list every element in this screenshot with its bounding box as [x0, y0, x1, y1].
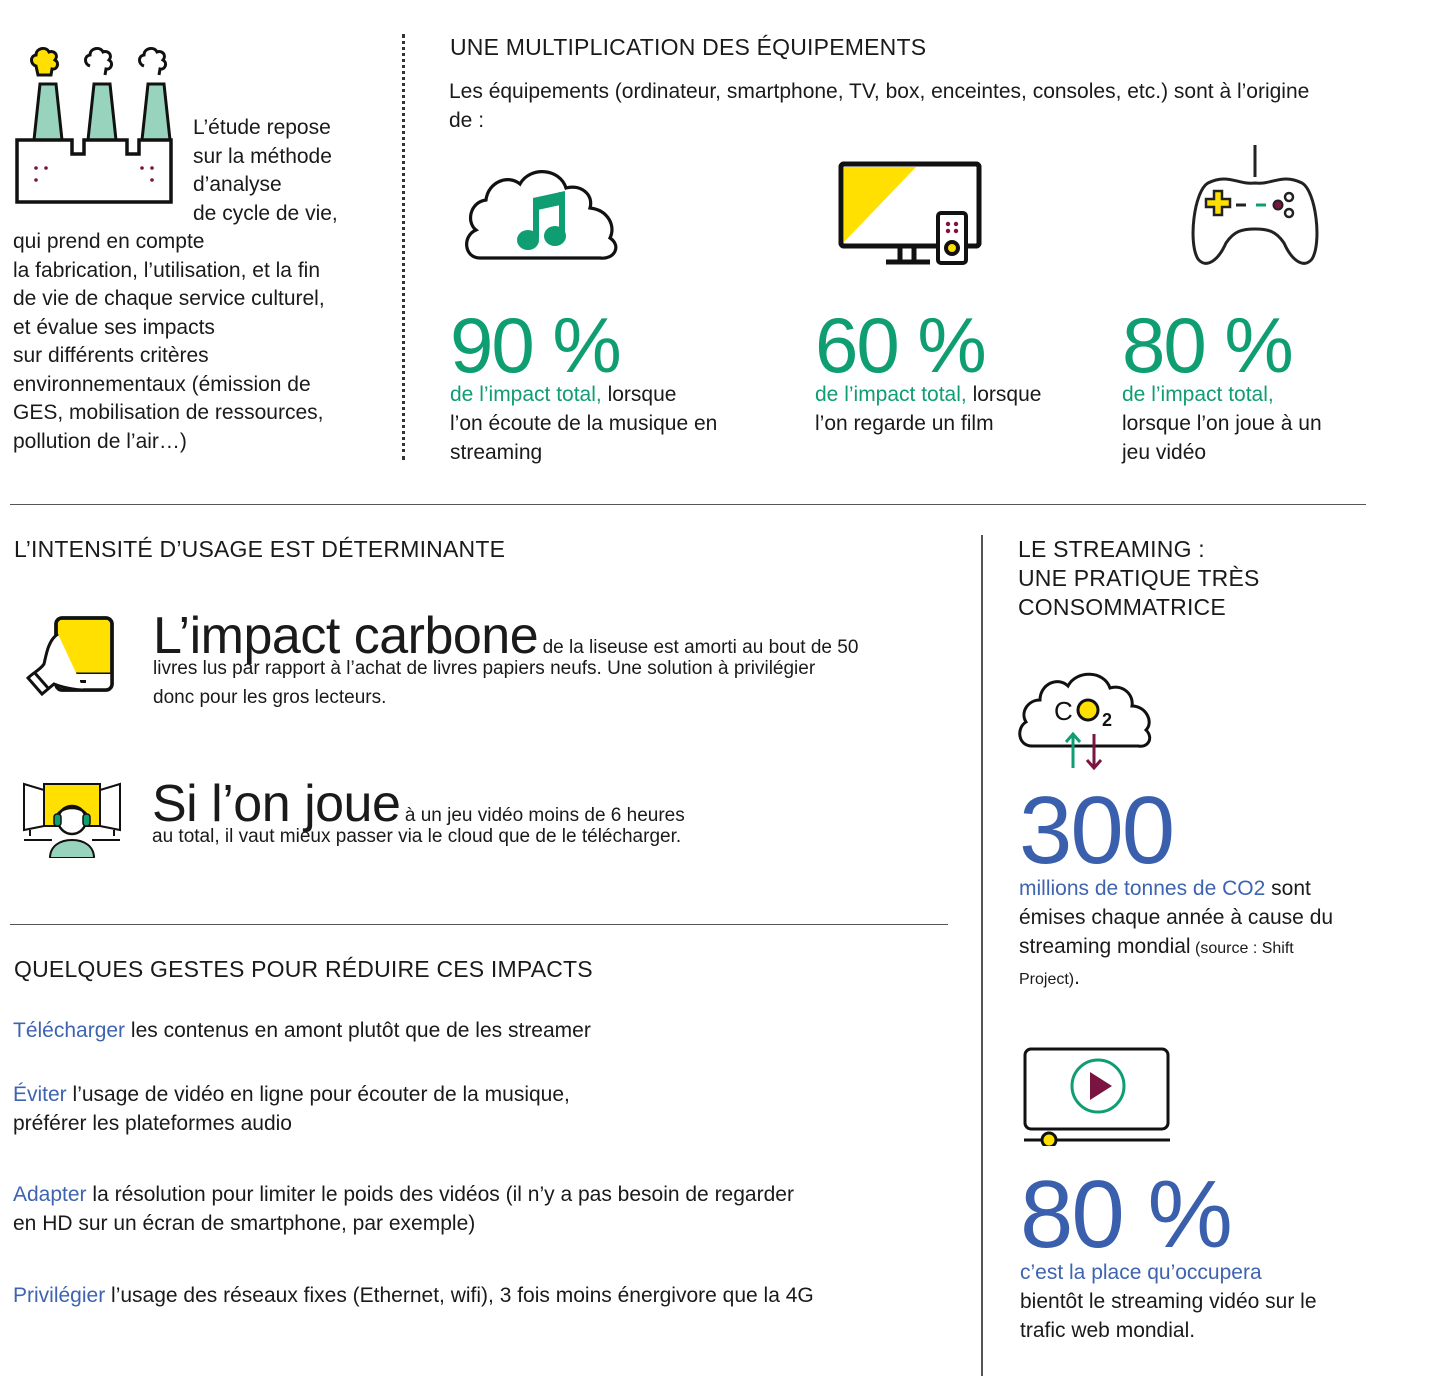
intensite-item-jeu	[152, 775, 932, 851]
item-text: au total, il vaut mieux passer via le cloud que de le télécharger.	[152, 826, 682, 847]
geste-item	[13, 1180, 933, 1238]
stat-highlight: de l’impact total,	[450, 383, 602, 406]
section-title-intensite: L’INTENSITÉ D’USAGE EST DÉTERMINANTE	[14, 536, 506, 562]
stat-value: 60 %	[815, 301, 985, 389]
title-line: CONSOMMATRICE	[1018, 594, 1226, 620]
stat-value: 80 %	[1020, 1161, 1231, 1268]
stat-text: l’on regarde un film	[815, 412, 994, 435]
intro-text-right	[193, 114, 338, 228]
equipements-intro-line: de :	[449, 109, 485, 132]
equipements-intro-line: Les équipements (ordinateur, smartphone, TV, box, enceintes, consoles, etc.) sont à l’origine	[449, 80, 1310, 103]
horizontal-divider	[10, 504, 1366, 505]
stat-text: l’on écoute de la musique en	[450, 412, 718, 435]
stat-text: lorsque	[601, 383, 677, 406]
svg-text:C: C	[1054, 696, 1073, 726]
stat-text: bientôt le streaming vidéo sur le	[1020, 1290, 1317, 1313]
horizontal-divider	[10, 924, 948, 925]
geste-text: les contenus en amont plutôt que de les streamer	[125, 1019, 591, 1042]
stat-text: émises chaque année à cause du	[1019, 906, 1334, 929]
stat-text: streaming mondial	[1019, 935, 1191, 958]
item-lead: Si l’on joue	[152, 775, 401, 833]
geste-keyword: Télécharger	[13, 1019, 126, 1042]
stat-text: trafic web mondial.	[1020, 1319, 1196, 1342]
video-player-icon	[1022, 1046, 1172, 1146]
stat-video	[1020, 1161, 1400, 1345]
geste-keyword: Privilégier	[13, 1284, 106, 1307]
ereader-hand-icon	[24, 612, 116, 704]
gamer-screens-icon	[22, 780, 122, 858]
source-text: (source : Shift	[1190, 940, 1294, 957]
stat-text: sont	[1265, 877, 1311, 900]
item-lead: L’impact carbone	[153, 607, 539, 665]
stat-highlight: c’est la place qu’occupera	[1020, 1261, 1262, 1284]
gamepad-icon	[1188, 143, 1323, 268]
tv-remote-icon	[838, 160, 983, 268]
geste-text: la résolution pour limiter le poids des vidéos (il n’y a pas besoin de regarder	[86, 1183, 794, 1206]
stat-value: 90 %	[450, 301, 620, 389]
stat-text: streaming	[450, 441, 543, 464]
intensite-item-liseuse	[153, 607, 933, 712]
intro-line: de cycle de vie,	[193, 201, 338, 225]
intro-line: pollution de l’air…)	[13, 429, 187, 453]
geste-text: en HD sur un écran de smartphone, par exemple)	[13, 1212, 476, 1235]
intro-line: sur différents critères	[13, 344, 209, 367]
intro-line: environnementaux (émission de	[13, 372, 311, 396]
geste-item	[13, 1016, 913, 1045]
item-inline-text: de la liseuse est amorti au bout de 50	[542, 637, 859, 658]
geste-text: l’usage des réseaux fixes (Ethernet, wifi), 3 fois moins énergivore que la 4G	[105, 1284, 814, 1307]
intro-line: de vie de chaque service culturel,	[13, 287, 325, 310]
section-title-equipements: UNE MULTIPLICATION DES ÉQUIPEMENTS	[450, 34, 927, 60]
stat-highlight: de l’impact total,	[815, 383, 967, 406]
stat-value: 80 %	[1122, 301, 1292, 389]
stat-highlight: de l’impact total,	[1122, 383, 1274, 406]
factory-icon	[14, 40, 174, 206]
svg-text:2: 2	[1102, 710, 1113, 730]
geste-text: préférer les plateformes audio	[13, 1112, 292, 1135]
intro-line: d’analyse	[193, 173, 282, 196]
intro-line: GES, mobilisation de ressources,	[13, 401, 324, 424]
item-text: donc pour les gros lecteurs.	[153, 687, 387, 708]
dotted-divider	[402, 34, 405, 460]
section-title-gestes: QUELQUES GESTES POUR RÉDUIRE CES IMPACTS	[14, 956, 593, 982]
stat-value: 300	[1019, 777, 1174, 884]
stat-music	[450, 301, 780, 467]
title-line: UNE PRATIQUE TRÈS	[1018, 565, 1260, 591]
intro-line: L’étude repose	[193, 116, 331, 139]
intro-text-full	[13, 228, 325, 456]
geste-item	[13, 1281, 933, 1310]
cloud-co2-icon	[1016, 664, 1156, 772]
geste-keyword: Éviter	[13, 1083, 67, 1106]
equipements-intro	[449, 77, 1309, 135]
period: .	[1074, 966, 1080, 989]
source-text: Project)	[1019, 971, 1075, 988]
geste-text: l’usage de vidéo en ligne pour écouter de la musique,	[66, 1083, 570, 1106]
geste-keyword: Adapter	[13, 1183, 87, 1206]
intro-line: et évalue ses impacts	[13, 315, 215, 339]
stat-highlight: millions de tonnes de CO2	[1019, 877, 1266, 900]
stat-co2	[1019, 777, 1399, 994]
cloud-music-icon	[460, 160, 625, 265]
stat-text: lorsque l’on joue à un	[1122, 412, 1322, 435]
intro-line: qui prend en compte	[13, 230, 205, 253]
item-inline-text: à un jeu vidéo moins de 6 heures	[404, 805, 685, 826]
vertical-divider	[981, 535, 983, 1376]
section-title-streaming	[1018, 535, 1260, 622]
stat-game	[1122, 301, 1402, 467]
stat-film	[815, 301, 1115, 438]
geste-item	[13, 1080, 913, 1138]
title-line: LE STREAMING :	[1018, 536, 1205, 562]
stat-text: lorsque	[966, 383, 1042, 406]
item-text: livres lus par rapport à l’achat de livres papiers neufs. Une solution à privilégier	[153, 658, 816, 679]
stat-text: jeu vidéo	[1122, 441, 1207, 464]
intro-line: sur la méthode	[193, 144, 332, 168]
intro-line: la fabrication, l’utilisation, et la fin	[13, 258, 320, 282]
